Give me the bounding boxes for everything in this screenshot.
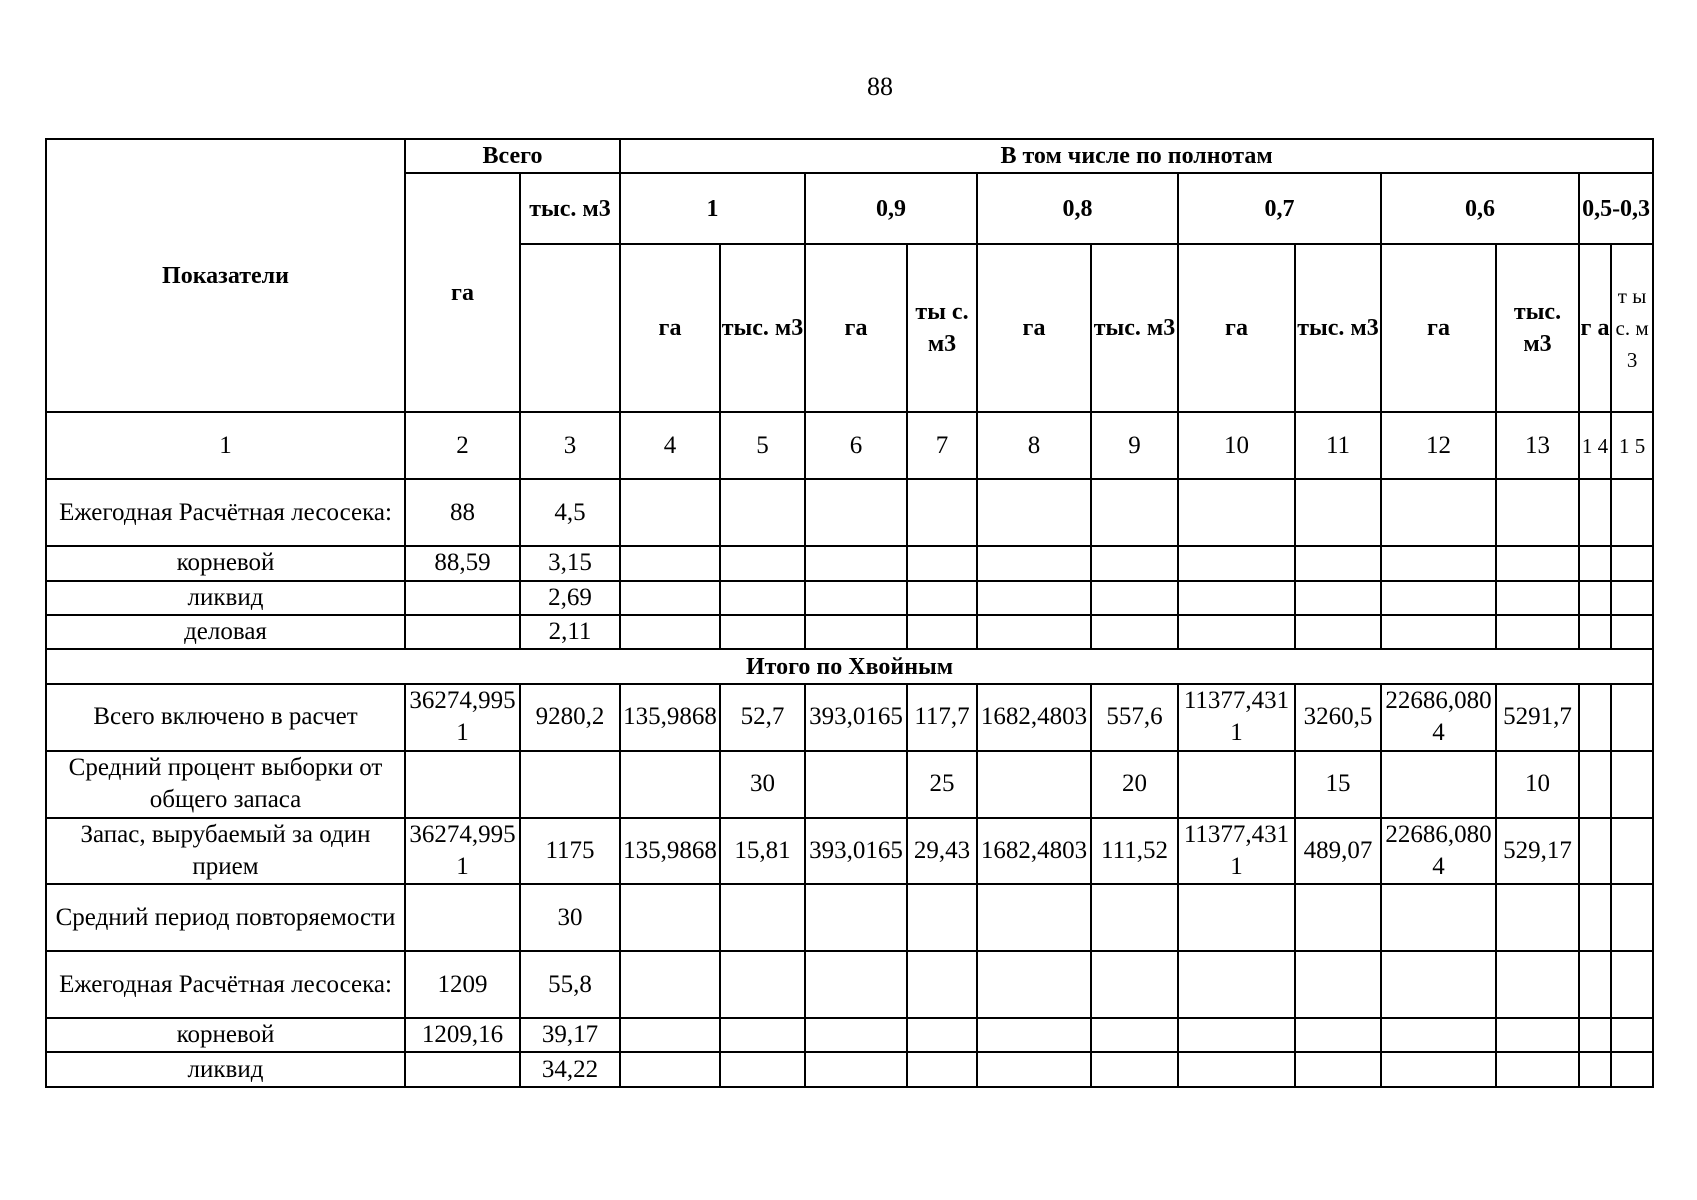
table-cell	[405, 615, 520, 649]
row-label: ликвид	[46, 1052, 405, 1087]
table-cell	[1091, 1018, 1178, 1052]
table-cell	[720, 1052, 805, 1087]
table-cell	[977, 1052, 1091, 1087]
row-label: Средний период повторяемости	[46, 884, 405, 951]
table-cell	[620, 951, 720, 1018]
table-cell	[1295, 581, 1381, 615]
table-cell	[620, 751, 720, 818]
column-number: 12	[1381, 412, 1496, 479]
table-cell: 22686,0804	[1381, 818, 1496, 885]
table-cell	[1178, 615, 1295, 649]
column-number: 10	[1178, 412, 1295, 479]
header-unit-ha: га	[805, 244, 907, 412]
header-total: Всего	[405, 139, 620, 173]
row-label: Ежегодная Расчётная лесосека:	[46, 951, 405, 1018]
table-row	[46, 615, 1653, 649]
header-density-0-6: 0,6	[1381, 173, 1579, 244]
table-cell	[1579, 684, 1611, 751]
table-cell	[1381, 1018, 1496, 1052]
table-cell: 15,81	[720, 818, 805, 885]
table-cell	[1611, 751, 1653, 818]
column-number: 5	[720, 412, 805, 479]
table-cell	[805, 751, 907, 818]
table-cell	[1611, 951, 1653, 1018]
table-cell: 1682,4803	[977, 818, 1091, 885]
table-cell: 117,7	[907, 684, 977, 751]
table-cell	[720, 615, 805, 649]
table-cell	[805, 951, 907, 1018]
table-cell: 3260,5	[1295, 684, 1381, 751]
table-cell	[1178, 1052, 1295, 1087]
table-cell: 11377,4311	[1178, 818, 1295, 885]
header-density-0-8: 0,8	[977, 173, 1178, 244]
row-label: корневой	[46, 546, 405, 580]
table-cell	[1496, 546, 1579, 580]
table-cell	[805, 1018, 907, 1052]
table-cell	[907, 546, 977, 580]
table-cell	[1295, 951, 1381, 1018]
table-cell	[1496, 1018, 1579, 1052]
table-cell	[1295, 479, 1381, 546]
table-cell	[1091, 479, 1178, 546]
table-cell	[1178, 884, 1295, 951]
column-number: 1	[46, 412, 405, 479]
table-cell	[907, 615, 977, 649]
header-unit-m3: т ы с. м 3	[1611, 244, 1653, 412]
table-cell: 30	[520, 884, 620, 951]
table-row	[46, 751, 1653, 818]
table-cell	[805, 1052, 907, 1087]
table-cell	[1295, 546, 1381, 580]
table-cell	[977, 951, 1091, 1018]
table-cell	[1579, 818, 1611, 885]
column-number: 11	[1295, 412, 1381, 479]
table-cell: 557,6	[1091, 684, 1178, 751]
table-cell: 11377,4311	[1178, 684, 1295, 751]
table-cell	[1579, 951, 1611, 1018]
table-cell	[1381, 615, 1496, 649]
table-cell	[1611, 615, 1653, 649]
table-cell	[1496, 1052, 1579, 1087]
table-cell: 29,43	[907, 818, 977, 885]
table-cell	[907, 951, 977, 1018]
table-cell: 489,07	[1295, 818, 1381, 885]
table-cell	[977, 1018, 1091, 1052]
table-cell: 20	[1091, 751, 1178, 818]
table-cell	[1295, 615, 1381, 649]
table-cell: 393,0165	[805, 818, 907, 885]
table-cell: 111,52	[1091, 818, 1178, 885]
table-cell	[1091, 951, 1178, 1018]
table-row	[46, 818, 1653, 885]
table-cell: 1175	[520, 818, 620, 885]
table-row	[46, 684, 1653, 751]
table-cell	[620, 884, 720, 951]
table-row	[46, 1018, 1653, 1052]
table-cell	[977, 479, 1091, 546]
table-cell	[907, 1018, 977, 1052]
table-cell	[1611, 581, 1653, 615]
table-cell	[1579, 581, 1611, 615]
header-total-m3-blank	[520, 244, 620, 412]
table-cell	[620, 1018, 720, 1052]
table-cell: 2,11	[520, 615, 620, 649]
table-cell: 34,22	[520, 1052, 620, 1087]
page-number: 88	[867, 72, 893, 101]
table-cell	[1178, 951, 1295, 1018]
table-cell	[1611, 884, 1653, 951]
table-cell	[1496, 479, 1579, 546]
table-cell	[1381, 1052, 1496, 1087]
section-title: Итого по Хвойным	[46, 649, 1653, 683]
column-number: 4	[620, 412, 720, 479]
table-cell	[1091, 884, 1178, 951]
column-number: 1 5	[1611, 412, 1653, 479]
table-row	[46, 546, 1653, 580]
table-cell	[620, 1052, 720, 1087]
row-label: Запас, вырубаемый за один прием	[46, 818, 405, 885]
table-cell	[805, 546, 907, 580]
table-cell	[405, 1052, 520, 1087]
table-cell	[520, 751, 620, 818]
row-label: деловая	[46, 615, 405, 649]
header-total-ha: га	[405, 173, 520, 412]
table-cell	[720, 581, 805, 615]
table-cell	[805, 884, 907, 951]
table-cell: 135,9868	[620, 818, 720, 885]
table-cell	[977, 615, 1091, 649]
table-cell	[1178, 479, 1295, 546]
table-cell	[1091, 581, 1178, 615]
table-cell	[977, 884, 1091, 951]
table-row	[46, 884, 1653, 951]
header-density-0-9: 0,9	[805, 173, 977, 244]
row-label: Всего включено в расчет	[46, 684, 405, 751]
table-cell	[1295, 1018, 1381, 1052]
table-cell	[977, 751, 1091, 818]
table-cell	[1611, 818, 1653, 885]
table-cell: 393,0165	[805, 684, 907, 751]
column-number: 9	[1091, 412, 1178, 479]
table-cell	[1091, 615, 1178, 649]
table-cell	[1381, 951, 1496, 1018]
table-cell	[1381, 751, 1496, 818]
table-cell	[805, 479, 907, 546]
table-cell	[1381, 884, 1496, 951]
table-cell: 1209	[405, 951, 520, 1018]
table-cell	[977, 546, 1091, 580]
table-cell	[1579, 479, 1611, 546]
column-number: 3	[520, 412, 620, 479]
table-cell: 1209,16	[405, 1018, 520, 1052]
data-table	[45, 138, 1654, 1088]
table-cell	[1579, 615, 1611, 649]
header-total-m3: тыс. м3	[520, 173, 620, 244]
table-cell	[1579, 751, 1611, 818]
header-by-density: В том числе по полнотам	[620, 139, 1653, 173]
table-cell	[1381, 479, 1496, 546]
header-unit-ha: га	[1381, 244, 1496, 412]
table-cell	[1496, 581, 1579, 615]
table-cell	[1611, 479, 1653, 546]
table-cell	[1381, 546, 1496, 580]
table-cell	[720, 546, 805, 580]
table-cell	[1496, 615, 1579, 649]
column-number: 2	[405, 412, 520, 479]
header-unit-ha: га	[1178, 244, 1295, 412]
table-cell	[805, 615, 907, 649]
table-cell	[1579, 1018, 1611, 1052]
table-cell	[720, 884, 805, 951]
header-unit-ha: г а	[1579, 244, 1611, 412]
table-cell: 36274,9951	[405, 818, 520, 885]
table-cell	[907, 581, 977, 615]
column-number: 8	[977, 412, 1091, 479]
header-density-1: 1	[620, 173, 805, 244]
header-indicators: Показатели	[46, 139, 405, 412]
table-cell	[907, 1052, 977, 1087]
table-cell	[1579, 546, 1611, 580]
table-cell: 88,59	[405, 546, 520, 580]
header-density-0-5-0-3: 0,5-0,3	[1579, 173, 1653, 244]
table-cell: 25	[907, 751, 977, 818]
column-number: 13	[1496, 412, 1579, 479]
table-cell	[1178, 581, 1295, 615]
table-cell: 529,17	[1496, 818, 1579, 885]
row-label: Ежегодная Расчётная лесосека:	[46, 479, 405, 546]
table-cell	[1579, 1052, 1611, 1087]
table-cell: 36274,9951	[405, 684, 520, 751]
table-cell: 10	[1496, 751, 1579, 818]
column-number: 6	[805, 412, 907, 479]
table-cell: 15	[1295, 751, 1381, 818]
table-cell	[405, 751, 520, 818]
table-cell	[907, 479, 977, 546]
table-cell	[977, 581, 1091, 615]
table-row	[46, 1052, 1653, 1087]
table-cell	[405, 884, 520, 951]
table-cell: 1682,4803	[977, 684, 1091, 751]
header-unit-m3: тыс. м3	[1295, 244, 1381, 412]
header-density-0-7: 0,7	[1178, 173, 1381, 244]
table-cell	[620, 546, 720, 580]
table-cell: 9280,2	[520, 684, 620, 751]
table-cell: 52,7	[720, 684, 805, 751]
row-label: Средний процент выборки от общего запаса	[46, 751, 405, 818]
column-number: 7	[907, 412, 977, 479]
row-label: ликвид	[46, 581, 405, 615]
table-cell: 135,9868	[620, 684, 720, 751]
table-cell	[720, 1018, 805, 1052]
table-row	[46, 951, 1653, 1018]
table-row	[46, 479, 1653, 546]
table-cell	[1091, 1052, 1178, 1087]
table-cell	[1611, 546, 1653, 580]
table-cell: 2,69	[520, 581, 620, 615]
table-cell	[1295, 1052, 1381, 1087]
header-unit-ha: га	[977, 244, 1091, 412]
table-cell: 55,8	[520, 951, 620, 1018]
table-cell: 4,5	[520, 479, 620, 546]
table-cell	[620, 615, 720, 649]
row-label: корневой	[46, 1018, 405, 1052]
table-cell	[1381, 581, 1496, 615]
header-unit-m3: тыс. м3	[1091, 244, 1178, 412]
table-cell: 88	[405, 479, 520, 546]
table-cell	[1178, 1018, 1295, 1052]
table-cell	[620, 479, 720, 546]
table-cell	[1496, 884, 1579, 951]
table-cell	[720, 951, 805, 1018]
table-cell	[1091, 546, 1178, 580]
table-cell: 3,15	[520, 546, 620, 580]
table-cell	[1496, 951, 1579, 1018]
table-cell	[1611, 684, 1653, 751]
header-unit-ha: га	[620, 244, 720, 412]
column-number-row	[46, 412, 1653, 479]
table-cell	[1178, 546, 1295, 580]
table-cell: 5291,7	[1496, 684, 1579, 751]
table-cell	[1579, 884, 1611, 951]
header-unit-m3: ты с. м3	[907, 244, 977, 412]
table-cell: 30	[720, 751, 805, 818]
table-cell	[1611, 1018, 1653, 1052]
table-cell: 22686,0804	[1381, 684, 1496, 751]
table-cell	[620, 581, 720, 615]
table-cell	[805, 581, 907, 615]
table-cell	[1178, 751, 1295, 818]
table-row	[46, 581, 1653, 615]
table-cell	[907, 884, 977, 951]
column-number: 1 4	[1579, 412, 1611, 479]
header-unit-m3: тыс. м3	[1496, 244, 1579, 412]
header-unit-m3: тыс. м3	[720, 244, 805, 412]
table-cell	[1611, 1052, 1653, 1087]
table-cell	[1295, 884, 1381, 951]
table-cell	[720, 479, 805, 546]
table-cell	[405, 581, 520, 615]
table-cell: 39,17	[520, 1018, 620, 1052]
